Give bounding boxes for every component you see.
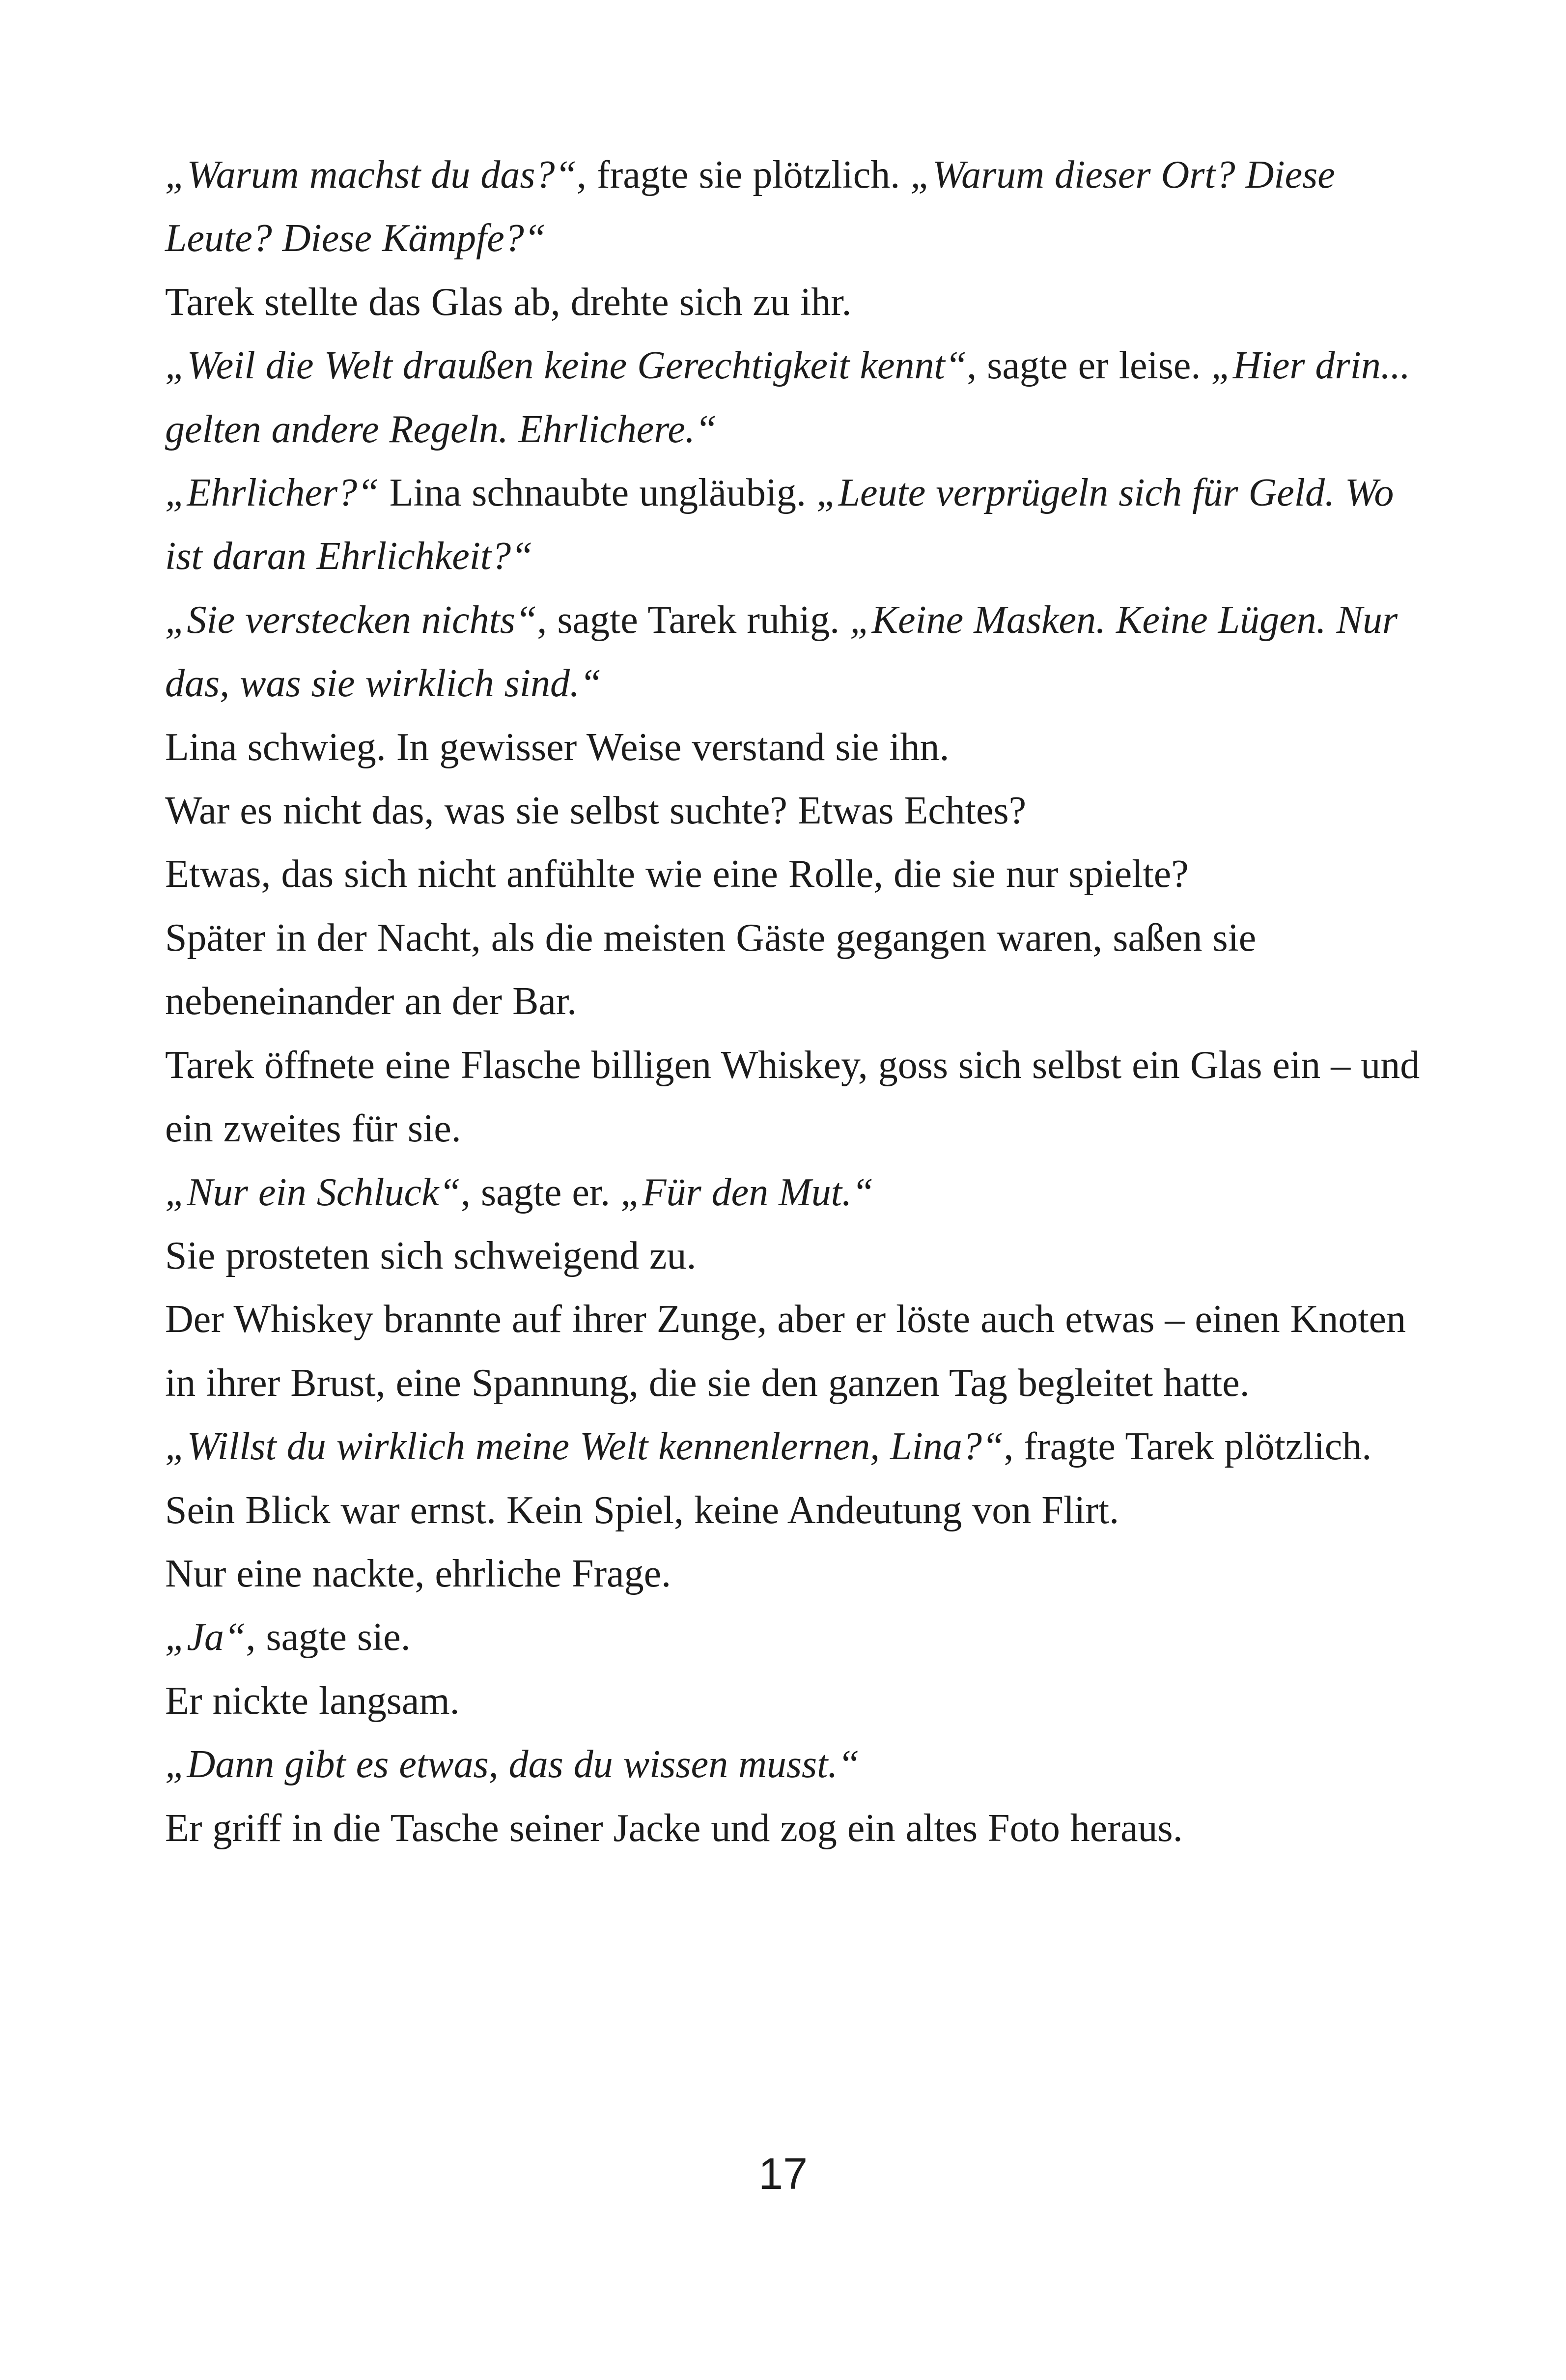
narrative-text: Er nickte langsam. xyxy=(165,1679,460,1723)
paragraph xyxy=(165,1224,1423,1288)
paragraph xyxy=(165,843,1423,906)
paragraph xyxy=(165,779,1423,843)
narrative-text: Tarek öffnete eine Flasche billigen Whiskey, goss sich selbst ein Glas ein – und ein zweites für sie. xyxy=(165,1043,1420,1151)
paragraph xyxy=(165,1733,1423,1796)
dialogue-text: „Keine Masken. Keine Lügen. Nur das, was sie wirklich sind.“ xyxy=(165,598,1398,706)
narrative-text: Lina schnaubte ungläubig. xyxy=(379,471,817,515)
narrative-text: , sagte er. xyxy=(460,1170,621,1214)
dialogue-text: „Ehrlicher?“ xyxy=(165,471,379,515)
narrative-text: , sagte Tarek ruhig. xyxy=(537,598,850,642)
narrative-text: Etwas, das sich nicht anfühlte wie eine Rolle, die sie nur spielte? xyxy=(165,852,1189,896)
paragraph xyxy=(165,1797,1423,1860)
narrative-text: Er griff in die Tasche seiner Jacke und zog ein altes Foto heraus. xyxy=(165,1806,1183,1850)
narrative-text: Lina schwieg. In gewisser Weise verstand sie ihn. xyxy=(165,725,950,769)
narrative-text: Sein Blick war ernst. Kein Spiel, keine Andeutung von Flirt. xyxy=(165,1488,1119,1532)
narrative-text: , sagte er leise. xyxy=(967,344,1211,388)
narrative-text: Tarek stellte das Glas ab, drehte sich zu ihr. xyxy=(165,280,852,324)
dialogue-text: „Willst du wirklich meine Welt kennenlernen, Lina?“ xyxy=(165,1425,1004,1469)
page-body-text xyxy=(165,143,1423,1860)
dialogue-text: „Nur ein Schluck“ xyxy=(165,1170,461,1214)
paragraph xyxy=(165,1542,1423,1606)
dialogue-text: „Warum machst du das?“ xyxy=(165,153,577,197)
narrative-text: Der Whiskey brannte auf ihrer Zunge, aber er löste auch etwas – einen Knoten in ihrer Brust, eine Spannung, die sie den ganzen Tag begleitet hatte. xyxy=(165,1298,1406,1405)
dialogue-text: „Ja“ xyxy=(165,1615,246,1659)
dialogue-text: „Dann gibt es etwas, das du wissen musst.“ xyxy=(165,1743,860,1786)
paragraph xyxy=(165,1034,1423,1161)
narrative-text: War es nicht das, was sie selbst suchte? Etwas Echtes? xyxy=(165,789,1027,833)
narrative-text: , fragte sie plötzlich. xyxy=(576,153,911,197)
paragraph xyxy=(165,907,1423,1034)
narrative-text: , sagte sie. xyxy=(246,1615,411,1659)
dialogue-text: „Weil die Welt draußen keine Gerechtigkeit kennt“ xyxy=(165,344,967,388)
dialogue-text: „Sie verstecken nichts“ xyxy=(165,598,537,642)
dialogue-text: „Warum dieser Ort? Diese Leute? Diese Kämpfe?“ xyxy=(165,153,1335,260)
dialogue-text: „Hier drin... gelten andere Regeln. Ehrlichere.“ xyxy=(165,344,1410,451)
paragraph xyxy=(165,1606,1423,1669)
dialogue-text: „Für den Mut.“ xyxy=(620,1170,874,1214)
paragraph xyxy=(165,334,1423,461)
page-number: 17 xyxy=(758,2150,808,2199)
paragraph xyxy=(165,589,1423,716)
narrative-text: , fragte Tarek plötzlich. xyxy=(1004,1425,1372,1469)
narrative-text: Später in der Nacht, als die meisten Gäste gegangen waren, saßen sie nebeneinander an der Bar. xyxy=(165,916,1257,1023)
paragraph xyxy=(165,143,1423,271)
dialogue-text: „Leute verprügeln sich für Geld. Wo ist daran Ehrlichkeit?“ xyxy=(165,471,1394,578)
narrative-text: Nur eine nackte, ehrliche Frage. xyxy=(165,1552,671,1595)
paragraph xyxy=(165,1288,1423,1415)
paragraph xyxy=(165,1415,1423,1478)
paragraph xyxy=(165,461,1423,589)
paragraph xyxy=(165,716,1423,779)
narrative-text: Sie prosteten sich schweigend zu. xyxy=(165,1234,697,1277)
paragraph xyxy=(165,1670,1423,1733)
paragraph xyxy=(165,1161,1423,1224)
paragraph xyxy=(165,1479,1423,1542)
paragraph xyxy=(165,271,1423,334)
